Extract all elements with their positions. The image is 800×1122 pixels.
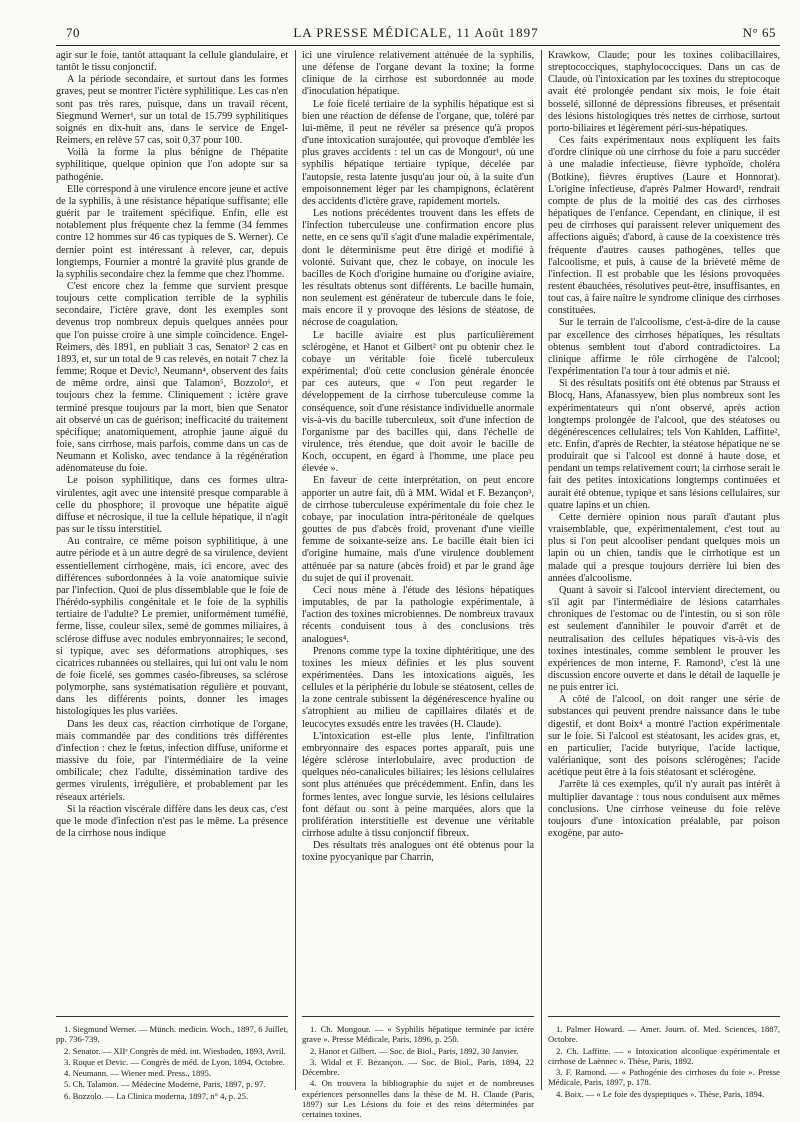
footnote-rule <box>56 1016 288 1017</box>
footnote: 3. F. Ramond. — « Pathogénie des cirrhoses du foie ». Presse Médicale, Paris, 1897, p. 178. <box>548 1067 780 1088</box>
paragraph: Cette dernière opinion nous paraît d'autant plus vraisemblable, que, expérimentalement, c'est tout au plus si l'on peut alcooliser pendant quelques mois un lapin ou un chien, tandis que le cirrhotique est un malade qui a presque toujours derrière lui bien des années d'alcoolisme. <box>548 511 780 584</box>
text-column-3 <box>548 50 780 1014</box>
text-column-2 <box>302 50 534 1014</box>
footnote: 4. On trouvera la bibliographie du sujet et de nombreuses expériences personnelles dans la thèse de M. H. Claude (Paris, 1897) sur Les Lésions du foie et des reins déterminées par certaines toxines. <box>302 1078 534 1120</box>
footnote: 1. Siegmund Werner. — Münch. medicin. Woch., 1897, 6 Juillet, pp. 736-739. <box>56 1024 288 1045</box>
paragraph: Si la réaction viscérale diffère dans les deux cas, c'est que le mode d'infection n'est pas le même. La présence de la cirrhose nous indique <box>56 803 288 839</box>
paragraph: Au contraire, ce même poison syphilitique, à une autre période et à un autre degré de sa virulence, devient essentiellement cirrhogène, mais, ici encore, avec des différences subordonnées à la voie anatomique suivie par l'infection. Quoi de plus dissemblable que le foie de l'hérédo-syphilis congénitale et le foie de la syphilis tertiaire de l'adulte? Le premier, uniformément tuméfié, ferme, lisse, couleur silex, semé de gommes miliaires, à sclérose diffuse avec nodules embryonnaires; le second, si typique, avec ses déformations atrophiques, ses cicatrices rubannées ou stellaires, qui lui ont valu le nom de foie ficelé, ses gommes caséo-fibreuses, sa sclérose polymorphe, sans systématisation régulière et pouvant, dans les différents points, donner les images histologiques les plus variées. <box>56 536 288 718</box>
paragraph: Le foie ficelé tertiaire de la syphilis hépatique est si bien une réaction de défense de l'organe, que, toléré par lui-même, il peut ne révéler sa présence qu'à propos d'une intoxication surajoutée, qui provoque d'emblée les plus graves accidents : tel un cas de Mongour¹, où une syphilis hépatique tertiaire typique, décelée par l'autopsie, resta latente jusqu'au jour où, à la suite d'un empoisonnement léger par les champignons, éclatèrent des accidents d'ictère grave, rapidement mortels. <box>302 98 534 207</box>
paragraph: C'est encore chez la femme que survient presque toujours cette complication terrible de la syphilis secondaire, l'ictère grave, dont les exemples sont devenus trop nombreux depuis quelques années pour que l'on puisse croire à une simple coïncidence. Engel-Reimers, dès 1891, en publiait 3 cas, Senator² 2 cas en 1893, et, sur un total de 9 cas relevés, en notait 7 chez la femme; Roque et Devic³, Neumann⁴, observent des faits de même ordre, ainsi que Talamon⁵, Bozzolo⁶, et toujours chez la femme. Cliniquement : ictère grave terminé presque toujours par la mort, bien que Senator ait observé un cas de guérison; inefficacité du traitement spécifique; anatomiquement, atrophie jaune aiguë du foie, sans cirrhose, mais parfois, comme dans un cas de Neumann et Kolisko, avec tendance à la régénération adénomateuse du foie. <box>56 280 288 475</box>
article-body <box>56 50 780 1014</box>
paragraph: Quant à savoir si l'alcool intervient directement, ou s'il agit par l'intermédiaire de lésions catarrhales chroniques de l'estomac ou de l'intestin, ou si son rôle est seulement d'annihiler le pouvoir d'arrêt et de neutralisation des cellules hépatiques vis-à-vis des toxines intestinales, comme semblent le prouver les expériences de mon interne, F. Ramond³, c'est là une discussion encore ouverte et dans le détail de laquelle je ne puis entrer ici. <box>548 584 780 694</box>
paragraph: En faveur de cette interprétation, on peut encore apporter un autre fait, dû à MM. Widal et F. Bezançon³, de cirrhose tuberculeuse expérimentale du foie chez le cobaye, par inoculation intra-péritonéale de quelques gouttes de pus d'abcès froid, provenant d'une vieille femme de soixante-seize ans. Le bacille était bien ici d'origine humaine, mais d'une virulence doublement atténuée par sa nature (abcès froid) et par le grand âge du sujet de qui il provenait. <box>302 475 534 584</box>
journal-title: LA PRESSE MÉDICALE, 11 Août 1897 <box>293 25 539 40</box>
paragraph: L'intoxication est-elle plus lente, l'infiltration embryonnaire des espaces portes apparaît, puis une légère sclérose interlobulaire, avec production de quelques néo-canalicules biliaires; les lésions cellulaires sont plus atténuées que précédemment. Enfin, dans les formes lentes, avec longue survie, les lésions cellulaires font défaut ou sont à peine marquées, alors que la prolifération interstitielle est devenue une véritable cirrhose adulte à tissu conjonctif fibreux. <box>302 730 534 839</box>
footnotes-column-3 <box>548 1024 780 1114</box>
footnote: 1. Palmer Howard. — Amer. Journ. of. Med. Sciences, 1887, Octobre. <box>548 1024 780 1045</box>
paragraph: Ceci nous mène à l'étude des lésions hépatiques imputables, de par la pathologie expérimentale, à l'action des toxines microbiennes. De nombreux travaux récents conduisent tous à des conclusions très analogues⁴. <box>302 584 534 645</box>
paragraph: Dans les deux cas, réaction cirrhotique de l'organe, mais commandée par des conditions très différentes d'infection : chez le fœtus, infection diffuse, uniforme et massive du foie, par l'intermédiaire de la veine ombilicale; chez l'adulte, dissémination tardive des germes virulents, irrégulière, et probablement par les réseaux artériels. <box>56 718 288 803</box>
paragraph: A la période secondaire, et surtout dans les formes graves, peut se montrer l'ictère syphilitique. Les cas n'en sont pas très rares, puisque, dans un travail récent, Siegmund Werner¹, sur un total de 15.799 syphilitiques soignés en dix-huit ans, dans le service de Engel-Reimers, en relève 57 cas, soit 0,37 pour 100. <box>56 74 288 147</box>
footnote: 1. Ch. Mongour. — « Syphilis hépatique terminée par ictère grave ». Presse Médicale, Paris, 1896, p. 250. <box>302 1024 534 1045</box>
footnote: 6. Bozzolo. — La Clinica moderna, 1897, n° 4, p. 25. <box>64 1090 249 1101</box>
paragraph: Voilà la forme la plus bénigne de l'hépatite syphilitique, quelque opinion que l'on adopte sur sa pathogénie. <box>56 147 288 183</box>
paragraph: Prenons comme type la toxine diphtéritique, une des toxines les mieux définies et les plus souvent expérimentées. Dans les intoxications aiguës, les cellules et la périphérie du lobule se stéatosent, celles de la zone centrale subissent la dégénérescence hyaline ou s'atrophient au milieu de capillaires dilatés et de leucocytes exsudés entre les travées (H. Claude). <box>302 645 534 730</box>
footnote: 2. Senator. — XIIᵉ Congrès de méd. int. Wiesbaden, 1893, Avril. <box>64 1045 286 1056</box>
footnote: 3. Roque et Devic. — Congrès de méd. de Lyon, 1894, Octobre. <box>64 1056 285 1067</box>
paragraph: agir sur le foie, tantôt attaquant la cellule glandulaire, et tantôt le tissu conjonctif. <box>56 50 288 74</box>
paragraph: Elle correspond à une virulence encore jeune et active de la syphilis, à une résistance hépatique suffisante; elle guérit par le traitement spécifique. Enfin, elle est notablement plus fréquente chez la femme (34 femmes contre 12 hommes sur 46 cas typiques de S. Werner). Ce dernier point est intéressant à relever, car, depuis longtemps, Fournier a montré la gravité plus grande de la syphilis secondaire chez la femme que chez l'homme. <box>56 183 288 280</box>
header-rule <box>56 45 780 46</box>
issue-number: N° 65 <box>742 25 776 40</box>
paragraph: ici une virulence relativement atténuée de la syphilis, une défense de l'organe devant la toxine; la forme clinique de la cirrhose est subordonnée au mode d'inoculation hépatique. <box>302 50 534 98</box>
footnotes-column-2 <box>302 1024 534 1120</box>
paragraph: Krawkow, Claude; pour les toxines colibacillaires, streptococciques, staphylococciques. Dans un cas de Claude, où l'intoxication par les toxines du streptocoque avait été prolongée pendant six mois, le foie était bosselé, sillonné de dépressions fibreuses, et présentait des lésions histologiques très nettes de cirrhose, surtout porto-biliaires et légèrement péri-sus-hépatiques. <box>548 50 780 134</box>
footnote: 2. Hanot et Gilbert. — Soc. de Biol., Paris, 1892, 30 Janvier. <box>310 1045 519 1056</box>
footnote: 5. Ch. Talamon. — Médecine Moderne, Paris, 1897, p. 97. <box>64 1079 266 1090</box>
paragraph: Le poison syphilitique, dans ces formes ultra-virulentes, agit avec une intensité presque comparable à celle du phosphore; il provoque une hépatite aiguë diffuse et nécrosique, il tue la cellule hépatique, il n'agit pas sur le tissu interstitiel. <box>56 475 288 536</box>
footnote-rule <box>548 1016 780 1017</box>
paragraph: Les notions précédentes trouvent dans les effets de l'infection tuberculeuse une confirmation encore plus nette, en ce sens qu'il s'agit d'une maladie expérimentale, dont le déterminisme peut être dirigé et modifié à volonté. Suivant que, chez le cobaye, on inocule les bacilles de Koch d'origine humaine ou d'origine aviaire, les résultats obtenus sont différents. Le bacille humain, non seulement est générateur de tubercule dans le foie, mais encore il y provoque des lésions de stéatose, de nécrose de coagulation. <box>302 208 534 329</box>
paragraph: Le bacille aviaire est plus particulièrement sclérogène, et Hanot et Gilbert² ont pu obtenir chez le cobaye un véritable foie ficelé tuberculeux expérimental; d'où cette conclusion générale énoncée par ces auteurs, que « l'on peut regarder le développement de la cirrhose tuberculeuse comme la conséquence, soit d'une résistance individuelle anormale vis-à-vis du bacille tuberculeux, soit d'une infection de l'organisme par des bacilles qui, dans l'échelle de virulence, très étendue, que doit avoir le bacille de Koch, occupent, en égard à l'homme, une place peu élevée ». <box>302 329 534 475</box>
footnote: 2. Ch. Laffitte. — « Intoxication alcoolique expérimentale et cirrhose de Laënnec ». Thèse, Paris, 1892. <box>548 1045 780 1066</box>
footnotes-column-1 <box>56 1024 288 1114</box>
page-number: 70 <box>66 25 80 40</box>
paragraph: Des résultats très analogues ont été obtenus pour la toxine pyocyanique par Charrin, <box>302 840 534 864</box>
footnote: 4. Boix. — « Le foie des dyspeptiques ». Thèse, Paris, 1894. <box>556 1088 765 1099</box>
footnote: 3. Widal et F. Bezançon. — Soc. de Biol., Paris, 1894, 22 Décembre. <box>302 1056 534 1078</box>
footnote: 4. Neumann. — Wiener med. Press., 1895. <box>64 1068 211 1079</box>
paragraph: Ces faits expérimentaux nous expliquent les faits d'ordre clinique où une cirrhose du foie a paru succéder à une maladie infectieuse, fièvre typhoïde, choléra (Botkine), fièvres éruptives (Laure et Honnorat). L'origine infectieuse, d'après Palmer Howard¹, rendrait compte de plus de la moitié des cas des cirrhoses hépatiques de l'enfance. Cependant, en clinique, il est peu de cirrhoses qui paraissent relever uniquement des affections aiguës; d'abord, à cause de la coexistence très fréquente d'autres causes pathogènes, telles que l'alcoolisme, et puis, à cause de la brièveté même de l'infection. Il est probable que les lésions provoquées restent ébauchées, résolutives peut-être, insuffisantes, en tout cas, à faire naître le syndrome clinique des cirrhoses constituées. <box>548 135 780 317</box>
paragraph: J'arrête là ces exemples, qu'il n'y aurait pas intérêt à multiplier davantage : tous nous conduisent aux mêmes conclusions. Une cirrhose veineuse du foie relève toujours d'une intoxication préalable, par poison exogène, par auto- <box>548 779 780 839</box>
paragraph: Sur le terrain de l'alcoolisme, c'est-à-dire de la cause par excellence des cirrhoses hépatiques, les résultats obtenus semblent tout d'abord contradictoires. La clinique affirme le rôle cirrhogène de l'alcool; l'expérimentation l'a tour à tour admis et nié. <box>548 317 780 378</box>
paragraph: Si des résultats positifs ont été obtenus par Strauss et Blocq, Hans, Afanassyew, bien plus nombreux sont les expérimentateurs qui n'ont observé, après action longtemps prolongée de l'alcool, que des stéatoses ou dégénérescences cellulaires; tels Von Kahlden, Laffitte², etc. Enfin, d'après de Rechter, la stéatose hépatique ne se produirait que si l'alcool est donné à haute dose, et pendant un temps relativement court; la cirrhose serait le fait des petites intoxications longtemps continuées et aurait été obtenue, typique et sans lésions cellulaires, sur quatre lapins et un chien. <box>548 378 780 511</box>
text-column-1 <box>56 50 288 1014</box>
paragraph: A côté de l'alcool, on doit ranger une série de substances qui peuvent prendre naissance dans le tube digestif, et dont Boix⁴ a montré l'action expérimentale sur le foie. Si l'alcool est stéatosant, les acides gras, et, en particulier, l'acide butyrique, l'acide lactique, valérianique, sont des poisons sclérogènes; l'acide acétique peut être à la fois stéatosant et sclérogène. <box>548 694 780 779</box>
running-header <box>56 25 776 43</box>
footnote-rule <box>302 1016 534 1017</box>
